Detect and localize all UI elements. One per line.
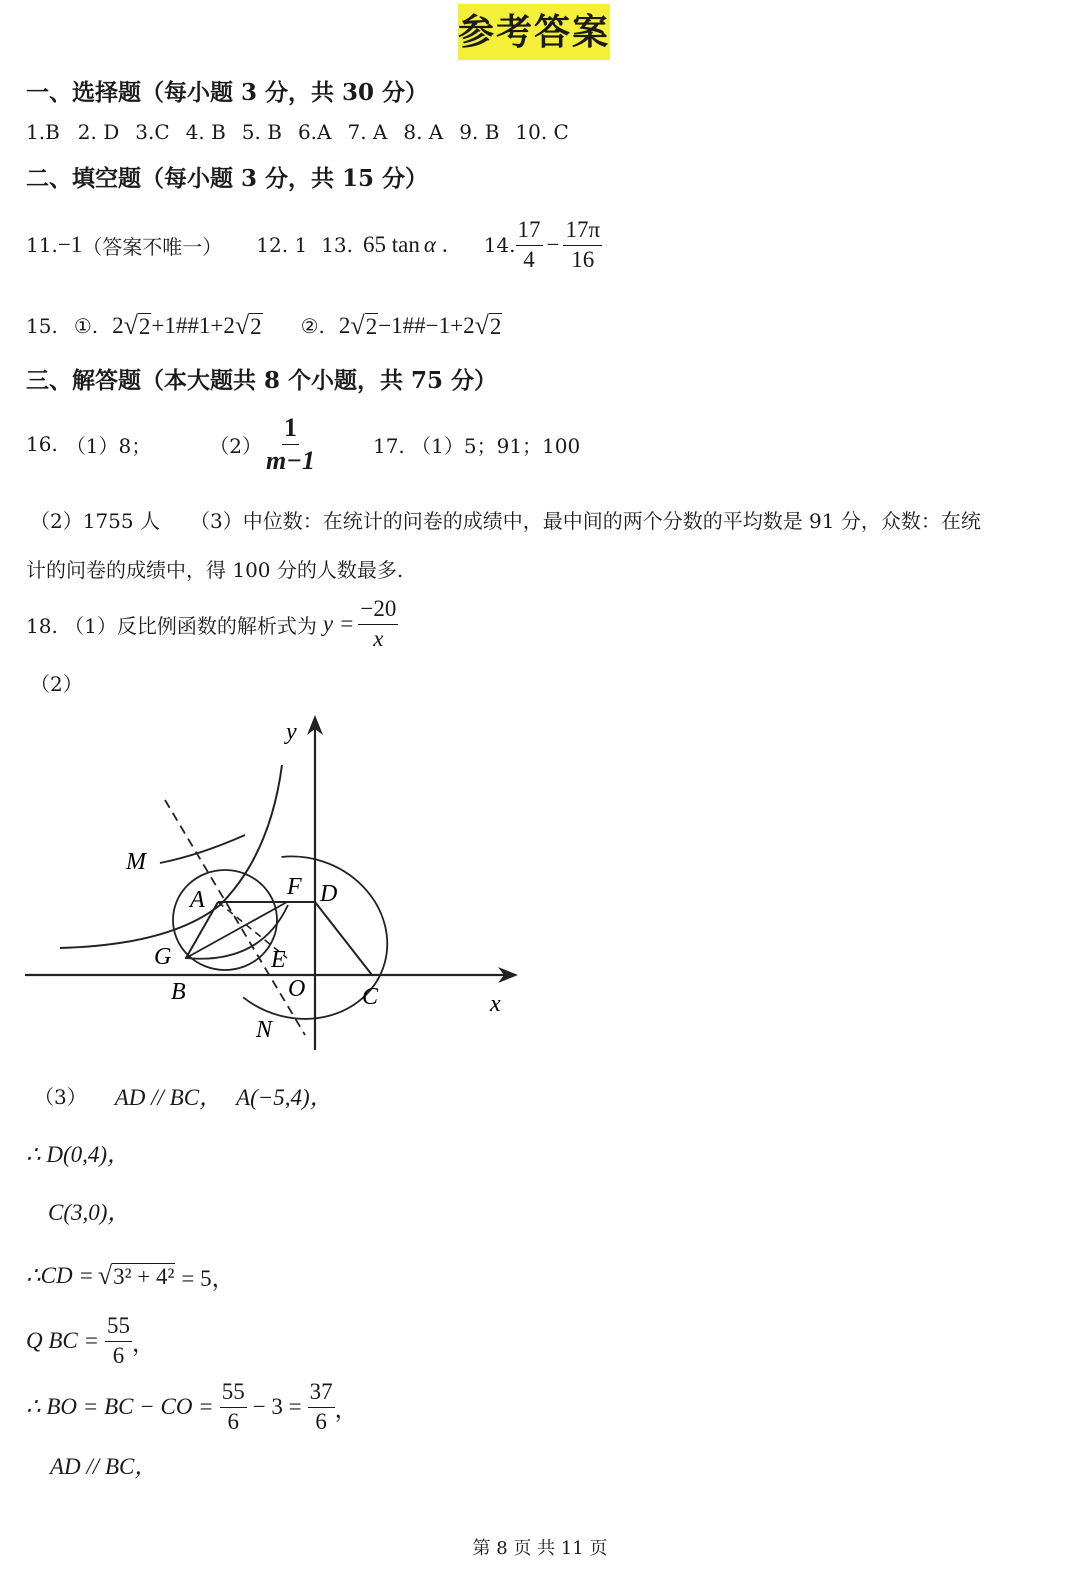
bc-lead: Q BC = xyxy=(26,1328,100,1353)
fill-answers-row-1 xyxy=(26,213,602,277)
sqrt-radicand: 2 xyxy=(365,313,378,339)
sqrt-radicand: 2 xyxy=(138,313,151,339)
label-x: x xyxy=(490,991,501,1017)
q17-line-2: （2）1755 人 （3）中位数：在统计的问卷的成绩中，最中间的两个分数的平均数是 91 分，众数：在统 xyxy=(30,509,981,533)
q13-end: . xyxy=(441,232,448,257)
q15-coef-1: 2 xyxy=(112,313,124,338)
answer-item: 10. C xyxy=(515,120,569,144)
answer-item: 3.C xyxy=(135,120,170,144)
page-footer: 第 8 页 共 11 页 xyxy=(472,1538,608,1559)
line-bo-length xyxy=(26,1376,358,1438)
label-c: C xyxy=(362,984,379,1010)
q18-fraction xyxy=(358,597,398,650)
q15-expr-1: +1##1+2 xyxy=(151,313,235,338)
q18-part-2-label: （2） xyxy=(30,672,83,696)
sqrt-sign: √ xyxy=(474,311,489,340)
line-ad-parallel-bc: AD // BC， xyxy=(114,1084,223,1110)
bo-end: ， xyxy=(334,1396,358,1422)
q12-answer: 12. 1 xyxy=(256,233,308,257)
line-ad-parallel-bc-2: AD // BC， xyxy=(50,1454,158,1479)
q17-part-1: 17. （1）5；91；100 xyxy=(372,433,581,458)
page-title: 参考答案 xyxy=(458,4,610,60)
fraction-denominator: m−1 xyxy=(266,445,315,475)
q13-number: 13. xyxy=(321,233,353,257)
fraction-denominator: 6 xyxy=(227,1408,239,1434)
answer-item: 7. A xyxy=(347,120,388,144)
q18-part-3 xyxy=(34,1078,333,1112)
fill-answers-row-2 xyxy=(26,308,502,344)
label-o: O xyxy=(288,976,306,1002)
answer-item: 2. D xyxy=(77,120,120,144)
q16-fraction xyxy=(266,414,315,474)
section-2-heading: 二、填空题（每小题 3 分，共 15 分） xyxy=(26,165,429,192)
q17-line-3: 计的问卷的成绩中，得 100 分的人数最多. xyxy=(26,558,404,582)
answer-item: 4. B xyxy=(185,120,226,144)
cd-lead: ∴CD = xyxy=(26,1263,94,1288)
fraction-numerator: 55 xyxy=(105,1314,132,1341)
q15-expr-2: −1##−1+2 xyxy=(378,313,475,338)
q11-value: −1 xyxy=(57,232,83,257)
coordinate-figure xyxy=(20,705,530,1055)
fraction-denominator: 16 xyxy=(571,246,595,272)
q14-fraction-2 xyxy=(563,218,602,271)
sqrt-sign: √ xyxy=(123,311,138,340)
bc-fraction xyxy=(105,1314,132,1367)
construction-arc-m xyxy=(160,835,245,863)
line-cd-length xyxy=(26,1256,235,1296)
fraction-denominator: 6 xyxy=(112,1342,125,1368)
bc-end: ， xyxy=(132,1330,156,1356)
sqrt-sign: √ xyxy=(97,1261,113,1290)
label-d: D xyxy=(320,881,338,907)
q15-number: 15. xyxy=(26,314,58,338)
section-1-heading: 一、选择题（每小题 3 分，共 30 分） xyxy=(26,79,429,106)
q11-number: 11. xyxy=(26,233,58,257)
bo-fraction-1 xyxy=(220,1380,247,1433)
trapezoid-ad-dc xyxy=(218,902,372,975)
q15-circle-2: ②. xyxy=(300,314,325,338)
fraction-numerator: 17π xyxy=(563,218,602,245)
label-e: E xyxy=(271,947,286,973)
fraction-denominator: 6 xyxy=(315,1408,327,1434)
fraction-numerator: 1 xyxy=(282,414,299,444)
q16-number: 16. xyxy=(26,432,58,456)
answer-item: 1.B xyxy=(26,120,60,144)
q16-q17-row xyxy=(26,410,580,478)
fraction-denominator: 4 xyxy=(523,246,535,272)
label-b: B xyxy=(171,979,186,1005)
perpendicular-bisector xyxy=(165,800,305,1035)
construction-arc-1 xyxy=(230,848,410,1044)
bo-mid: − 3 = xyxy=(252,1394,302,1419)
q13-value: 65 tan xyxy=(363,232,420,257)
answer-item: 8. A xyxy=(403,120,444,144)
q13-variable: α xyxy=(423,232,436,257)
cd-result: = 5， xyxy=(181,1265,235,1291)
label-y: y xyxy=(286,719,297,745)
label-a: A xyxy=(190,887,205,913)
label-n: N xyxy=(256,1017,273,1043)
answer-item: 9. B xyxy=(459,120,500,144)
q14-number: 14. xyxy=(483,233,516,257)
q15-coef-2: 2 xyxy=(338,313,351,338)
line-a-coordinate: A(−5,4)， xyxy=(236,1084,333,1110)
bo-fraction-2 xyxy=(308,1380,335,1433)
fraction-numerator: 55 xyxy=(220,1380,247,1407)
q18-part-3-label: （3） xyxy=(34,1084,87,1109)
q18-part-1 xyxy=(26,592,398,656)
q18-lead: 18. （1）反比例函数的解析式为 xyxy=(26,613,317,638)
label-m: M xyxy=(126,849,146,875)
q15-circle-1: ①. xyxy=(73,314,99,338)
label-f: F xyxy=(287,874,302,900)
q16-part-2: （2） xyxy=(209,433,262,458)
fraction-numerator: 37 xyxy=(308,1380,335,1407)
fraction-numerator: 17 xyxy=(516,218,543,245)
line-d-coordinate: ∴ D(0,4)， xyxy=(26,1142,131,1167)
sqrt-radicand: 2 xyxy=(250,313,262,339)
answer-item: 6.A xyxy=(297,120,332,144)
hyperbola-curve xyxy=(60,765,282,948)
q14-fraction-1 xyxy=(516,218,543,271)
q18-y: y = xyxy=(322,611,355,636)
section-3-heading: 三、解答题（本大题共 8 个小题，共 75 分） xyxy=(26,367,498,394)
fraction-numerator: −20 xyxy=(358,597,398,624)
label-g: G xyxy=(154,944,172,970)
q11-note: （答案不唯一） xyxy=(82,234,223,259)
cd-radicand: 3² + 4² xyxy=(113,1263,175,1289)
choice-answers xyxy=(26,120,569,144)
line-bc-length xyxy=(26,1310,155,1372)
line-c-coordinate: C(3,0)， xyxy=(48,1200,131,1225)
q14-minus: − xyxy=(546,232,560,257)
q16-part-1: （1）8； xyxy=(65,433,152,458)
answer-item: 5. B xyxy=(241,120,282,144)
fraction-denominator: x xyxy=(373,625,384,651)
sqrt-sign: √ xyxy=(350,311,365,340)
sqrt-sign: √ xyxy=(234,311,250,340)
sqrt-radicand: 2 xyxy=(489,313,502,339)
construction-arc-2 xyxy=(173,870,277,970)
bo-lead: ∴ BO = BC − CO = xyxy=(26,1394,214,1419)
